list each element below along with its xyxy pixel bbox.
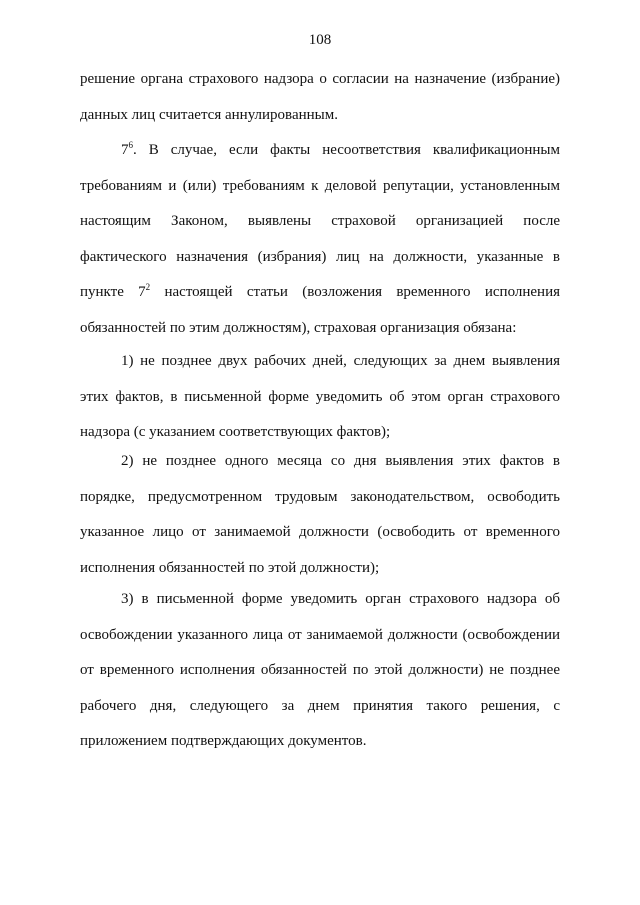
list-item-3 [80,582,560,760]
page-number: 108 [308,32,332,48]
list-item-text: 2) не позднее одного месяца со дня выявления этих фактов в порядке, предусмотренном трудовым законодательством, освободить указанное лицо от занимаемой должности (освободить от временного исполнения обязанностей по этой должности); [80,453,560,576]
list-item-text: 1) не позднее двух рабочих дней, следующих за днем выявления этих фактов, в письменной форме уведомить об этом орган страхового надзора (с указанием соответствующих фактов); [80,353,560,440]
clause-lead-text: . В случае, если факты несоответствия квалификационным требованиям и (или) требованиям к деловой репутации, установленным настоящим Законом, выявлены страховой организацией после фактического назначения (избрания) лиц на должности, указанные в пункте [80,142,560,300]
clause-tail-text: настоящей статьи (возложения временного исполнения обязанностей по этим должностям), страховая организация обязана: [80,284,560,336]
list-item-2 [80,444,560,586]
paragraph-text: решение органа страхового надзора о согласии на назначение (избрание) данных лиц считается аннулированным. [80,71,560,123]
paragraph-text [80,133,560,346]
clause-reference-superscript: 2 [145,282,151,292]
list-item-text: 3) в письменной форме уведомить орган страхового надзора об освобождении указанного лица от занимаемой должности (освобождении от временного исполнения обязанностей по этой должности) не позднее рабочего дня, следующего за днем принятия такого решения, с приложением подтверждающих документов. [80,591,560,749]
clause-number: 7 [121,142,129,158]
clause-reference: 7 [138,284,146,300]
list-item-1 [80,344,560,451]
paragraph-continuation [80,62,560,133]
paragraph-7-6 [80,133,560,346]
clause-number-superscript: 6 [128,140,133,150]
